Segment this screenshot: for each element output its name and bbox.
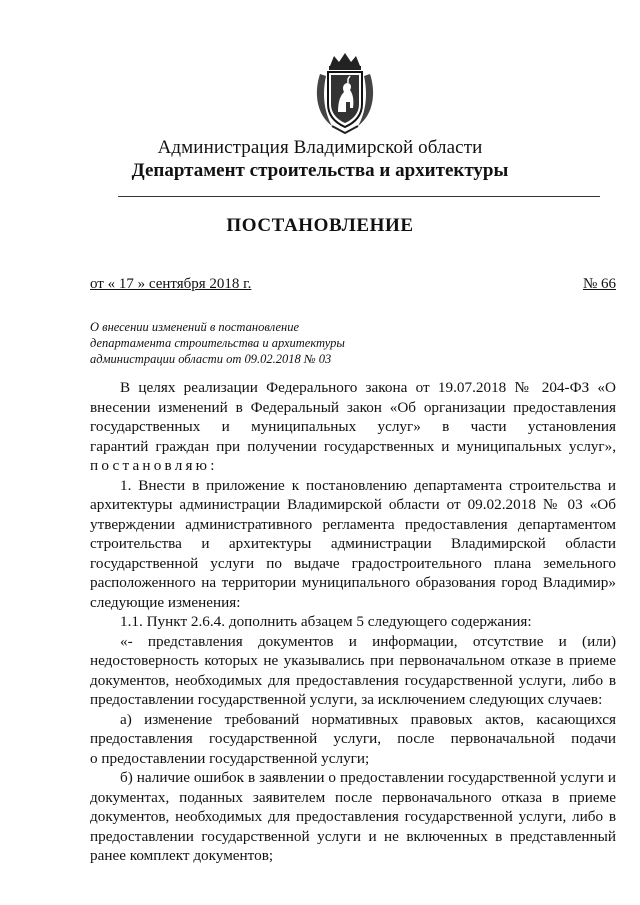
- document-date: от « 17 » сентября 2018 г.: [90, 276, 252, 292]
- body-line: документов, необходимых для предоставления государственной услуги, либо в: [90, 671, 616, 689]
- body-line: 1.1. Пункт 2.6.4. дополнить абзацем 5 следующего содержания:: [120, 613, 532, 630]
- body-line: постановляю:: [90, 457, 218, 474]
- body-line: государственных и муниципальных услуг» в части установления: [90, 418, 616, 435]
- body-line: документов, необходимых для предоставления государственной услуги, либо в: [90, 808, 616, 825]
- body-line: недостоверность которых не указывались при первоначальном отказе в приеме: [90, 652, 616, 669]
- body-line: документах, поданных заявителем после первоначального отказа в приеме: [90, 788, 616, 806]
- document-number: № 66: [582, 276, 616, 292]
- body-line: следующие изменения:: [90, 593, 241, 611]
- body-line: государственной услуги по выдаче градостроительного плана земельного: [90, 554, 616, 572]
- body-line: предоставлении государственной услуги и не включенных в представленный: [90, 827, 616, 845]
- coat-of-arms-emblem: [312, 52, 378, 134]
- body-line: б) наличие ошибок в заявлении о предоставлении государственной услуги и: [120, 769, 616, 786]
- subject-line: администрации области от 09.02.2018 № 03: [90, 352, 332, 366]
- body-line: гарантий граждан при получении государственных и муниципальных услуг»,: [90, 437, 616, 455]
- body-line: о предоставлении государственной услуги;: [90, 749, 370, 767]
- body-line: В целях реализации Федерального закона от 19.07.2018 № 204-ФЗ «О: [120, 379, 616, 396]
- body-line: внесении изменений в Федеральный закон «Об организации предоставления: [90, 398, 616, 416]
- header-divider: [118, 196, 600, 197]
- subject-line: департамента строительства и архитектуры: [90, 336, 345, 350]
- body-line: ранее комплект документов;: [90, 847, 274, 864]
- body-line: предоставления государственной услуги, после первоначальной подачи: [90, 730, 616, 747]
- body-line: 1. Внести в приложение к постановлению департамента строительства и: [120, 476, 616, 494]
- body-line: расположенного на территории муниципального образования город Владимир»: [90, 574, 616, 591]
- document-body: [90, 378, 616, 866]
- document-subject: [90, 319, 390, 367]
- department-name: Департамент строительства и архитектуры: [131, 160, 509, 181]
- body-line: «- представления документов и информации, отсутствие и (или): [120, 632, 616, 650]
- body-line: строительства и архитектуры администрации Владимирской области: [90, 535, 616, 552]
- body-line: архитектуры администрации Владимирской области от 09.02.2018 № 03 «Об: [90, 496, 616, 513]
- subject-line: О внесении изменений в постановление: [90, 320, 300, 334]
- body-line: а) изменение требований нормативных правовых актов, касающихся: [120, 710, 616, 728]
- document-type-title: ПОСТАНОВЛЕНИЕ: [226, 215, 414, 236]
- body-line: предоставлении государственной услуги, за исключением следующих случаев:: [90, 691, 603, 708]
- organization-name: Администрация Владимирской области: [157, 137, 483, 158]
- body-line: утверждении административного регламента предоставления департаментом: [90, 515, 616, 533]
